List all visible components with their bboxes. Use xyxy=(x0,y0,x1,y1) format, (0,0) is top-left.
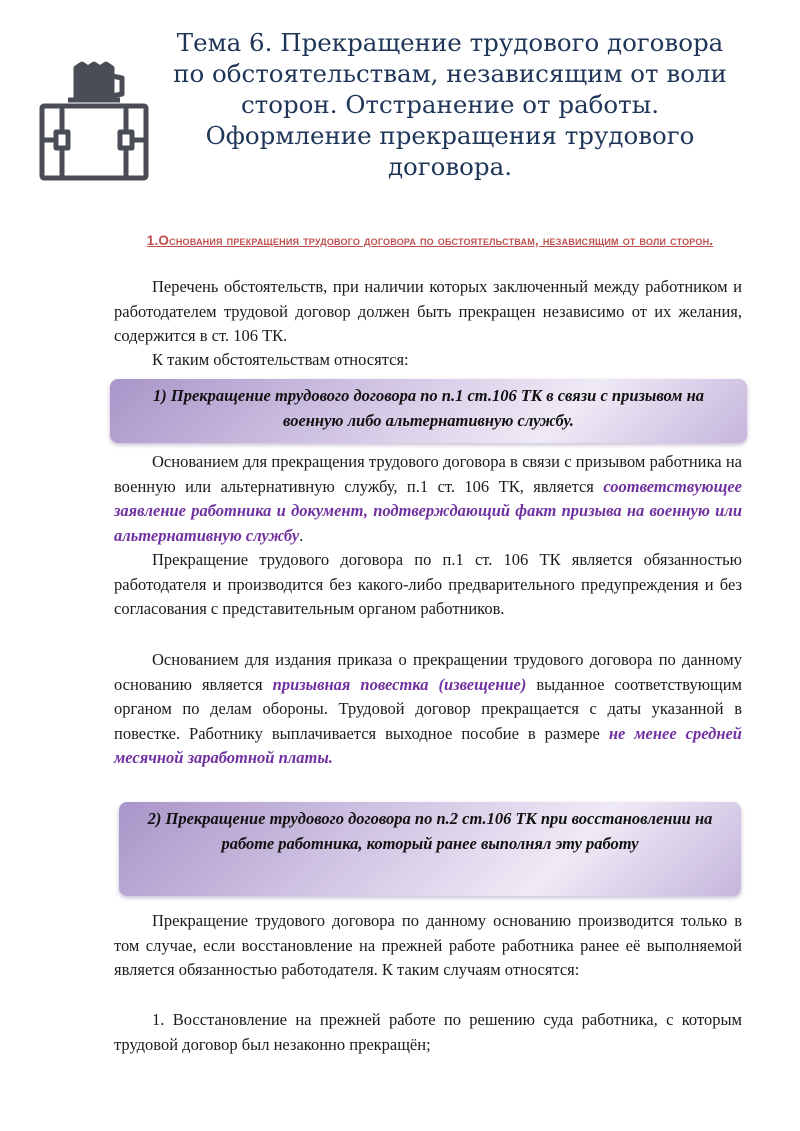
paragraph-intro: Перечень обстоятельств, при наличии которых заключенный между работником и работодателем трудовой договор должен быть прекращен независимо от их желания, содержится в ст. 106 ТК. xyxy=(114,277,742,345)
paragraph-obligation: Прекращение трудового договора по п.1 ст. 106 ТК является обязанностью работодателя и производится без какого-либо предварительного предупреждения и без согласования с представительным органом работников. xyxy=(114,550,742,618)
paragraph-intro-list: К таким обстоятельствам относятся: xyxy=(152,350,409,369)
paragraph-case-1: 1. Восстановление на прежней работе по решению суда работника, с которым трудовой договор был незаконно прекращён; xyxy=(114,1010,742,1054)
page-title: Тема 6. Прекращение трудового договора по обстоятельствам, независящим от воли сторон. Отстранение от работы. Оформление прекращения трудового договора. xyxy=(173,28,727,181)
paragraph-order-text-a: Основанием для издания приказа о прекращении трудового договора по данному основанию является xyxy=(114,650,742,694)
paragraph-order-emphasis-2: не менее средней месячной заработной платы. xyxy=(114,723,742,767)
highlight-box-2 xyxy=(119,802,741,896)
paragraph-order xyxy=(114,648,742,771)
paragraph-grounds-emphasis: соответствующее заявление работника и документ, подтверждающий факт призыва на военную или альтернативную службу xyxy=(114,476,742,545)
paragraph-grounds xyxy=(114,450,742,548)
highlight-box-1 xyxy=(110,379,747,443)
paragraph-reinstatement: Прекращение трудового договора по данному основанию производится только в том случае, если восстановление на прежней работе работника ранее её выполняемой является обязанностью работодателя. К таким случаям относятся: xyxy=(114,911,742,979)
briefcase-icon xyxy=(38,60,150,182)
highlight-box-2-text: 2) Прекращение трудового договора по п.2 ст.106 ТК при восстановлении на работе работника, который ранее выполнял эту работу xyxy=(147,809,713,853)
section-heading: 1.Основания прекращения трудового договора по обстоятельствам, независящим от воли сторон. xyxy=(146,233,714,248)
paragraph-grounds-text: Основанием для прекращения трудового договора в связи с призывом работника на военную или альтернативную службу, п.1 ст. 106 ТК, является xyxy=(114,452,742,496)
paragraph-order-text-b: выданное соответствующим органом по делам обороны. Трудовой договор прекращается с даты указанной в повестке. Работнику выплачивается выходное пособие в размере xyxy=(114,674,742,743)
paragraph-grounds-end: . xyxy=(299,525,304,545)
highlight-box-1-text: 1) Прекращение трудового договора по п.1 ст.106 ТК в связи с призывом на военную либо альтернативную службу. xyxy=(153,386,704,430)
paragraph-order-emphasis-1: призывная повестка (извещение) xyxy=(272,674,527,694)
